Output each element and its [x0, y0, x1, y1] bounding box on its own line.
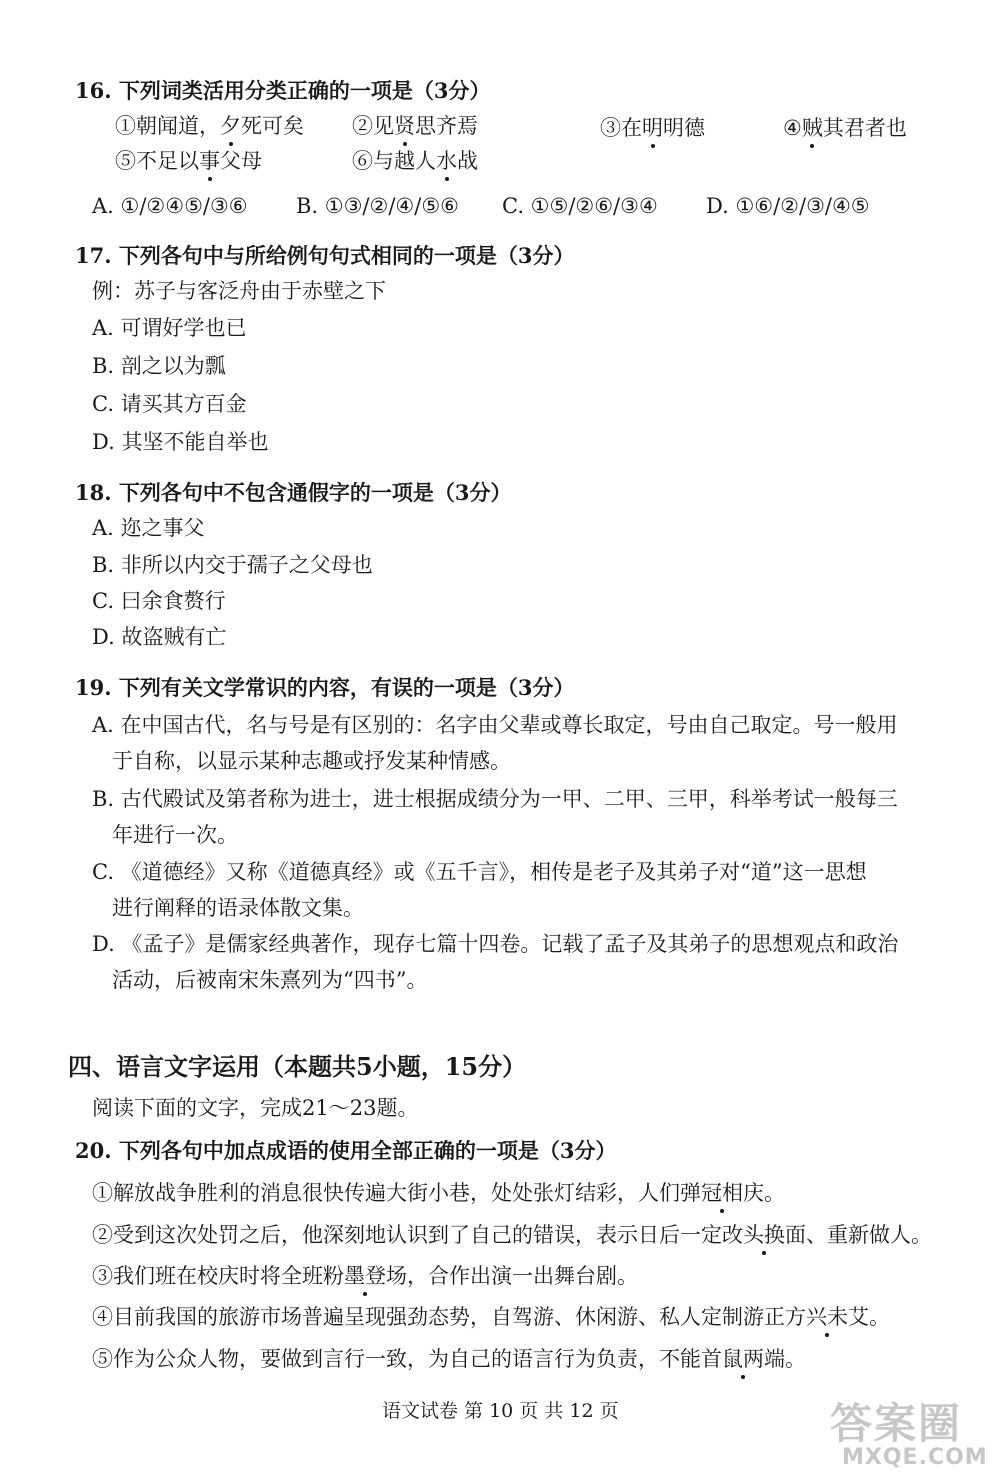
q20-item-1: ①解放战争胜利的消息很快传遍大街小巷，处处张灯结彩，人们弹冠相庆。 — [92, 1181, 785, 1205]
q20-item-4: ④目前我国的旅游市场普遍呈现强劲态势，自驾游、休闲游、私人定制游正方兴未艾。 — [92, 1305, 890, 1329]
question-17-stem: 17. 下列各句中与所给例句句式相同的一项是（3分） — [75, 243, 575, 268]
q17-option-b: B. 剖之以为瓢 — [92, 354, 226, 378]
q16-option-d: D. ①⑥/②/③/④⑤ — [706, 194, 870, 218]
q20-item-2: ②受到这次处罚之后，他深刻地认识到了自己的错误，表示日后一定改头换面、重新做人。 — [92, 1223, 932, 1247]
q18-option-a: A. 迩之事父 — [92, 516, 205, 540]
q19-option-c-line1: C. 《道德经》又称《道德真经》或《五千言》，相传是老子及其弟子对“道”这一思想 — [92, 860, 867, 884]
q17-option-a: A. 可谓好学也已 — [92, 316, 247, 340]
q16-item-4: ④贼其君者也 — [783, 116, 907, 140]
q16-option-a: A. ①/②④⑤/③⑥ — [92, 194, 248, 218]
q16-item-1: ①朝闻道，夕死可矣 — [115, 114, 304, 138]
q19-option-d-line1: D. 《孟子》是儒家经典著作，现存七篇十四卷。记载了孟子及其弟子的思想观点和政治 — [92, 932, 899, 956]
q16-option-c: C. ①⑤/②⑥/③④ — [502, 194, 658, 218]
question-18-stem: 18. 下列各句中不包含通假字的一项是（3分） — [75, 480, 512, 505]
watermark-logo — [822, 1385, 992, 1475]
section-4-title: 四、语言文字运用（本题共5小题，15分） — [68, 1052, 527, 1081]
q17-option-d: D. 其坚不能自举也 — [92, 430, 269, 454]
question-16-stem: 16. 下列词类活用分类正确的一项是（3分） — [75, 78, 491, 103]
q18-option-b: B. 非所以内交于孺子之父母也 — [92, 553, 373, 577]
q18-option-c: C. 曰余食赘行 — [92, 589, 226, 613]
q19-option-a-line2: 于自称，以显示某种志趣或抒发某种情感。 — [112, 749, 511, 773]
section-4-intro: 阅读下面的文字，完成21～23题。 — [92, 1096, 419, 1120]
q19-option-d-line2: 活动，后被南宋朱熹列为“四书”。 — [112, 968, 428, 992]
q17-example: 例：苏子与客泛舟由于赤壁之下 — [92, 279, 386, 303]
page-footer: 语文试卷 第 10 页 共 12 页 — [382, 1400, 619, 1422]
q19-option-b-line1: B. 古代殿试及第者称为进士，进士根据成绩分为一甲、二甲、三甲，科举考试一般每三 — [92, 787, 898, 811]
q19-option-c-line2: 进行阐释的语录体散文集。 — [112, 896, 364, 920]
watermark-main: 答案圈 — [830, 1399, 963, 1448]
q16-item-6: ⑥与越人水战 — [352, 149, 478, 173]
question-20-stem: 20. 下列各句中加点成语的使用全部正确的一项是（3分） — [75, 1138, 617, 1163]
q20-item-3: ③我们班在校庆时将全班粉墨登场，合作出演一出舞台剧。 — [92, 1264, 638, 1288]
q20-item-5: ⑤作为公众人物，要做到言行一致，为自己的语言行为负责，不能首鼠两端。 — [92, 1347, 806, 1371]
q19-option-b-line2: 年进行一次。 — [112, 823, 238, 847]
q18-option-d: D. 故盗贼有亡 — [92, 625, 227, 649]
q17-option-c: C. 请买其方百金 — [92, 392, 247, 416]
q19-option-a-line1: A. 在中国古代，名与号是有区别的：名字由父辈或尊长取定，号由自己取定。号一般用 — [92, 713, 898, 737]
watermark-sub: MXQE.COM — [842, 1445, 988, 1470]
question-19-stem: 19. 下列有关文学常识的内容，有误的一项是（3分） — [75, 675, 575, 700]
q16-item-5: ⑤不足以事父母 — [115, 149, 262, 173]
q16-item-2: ②见贤思齐焉 — [352, 114, 478, 138]
q16-option-b: B. ①③/②/④/⑤⑥ — [296, 194, 459, 218]
q16-item-3: ③在明明德 — [600, 116, 705, 140]
